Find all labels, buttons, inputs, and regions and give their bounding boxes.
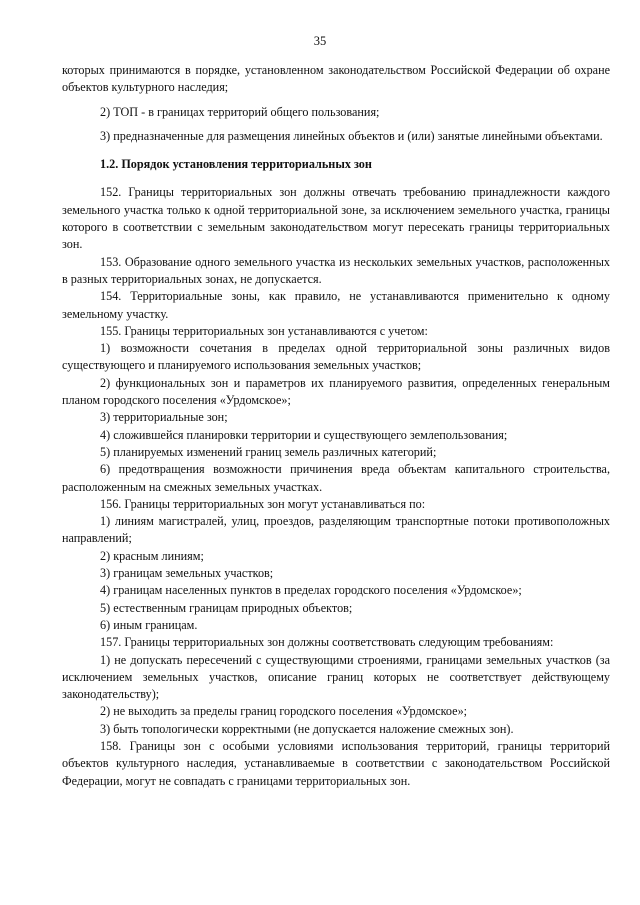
paragraph-154: 154. Территориальные зоны, как правило, не устанавливаются применительно к одному земельному участку. bbox=[62, 289, 610, 321]
list-item-156-4: 4) границам населенных пунктов в пределах городского поселения «Урдомское»; bbox=[100, 583, 522, 598]
paragraph-155: 155. Границы территориальных зон устанавливаются с учетом: bbox=[100, 323, 428, 338]
list-item-157-2: 2) не выходить за пределы границ городского поселения «Урдомское»; bbox=[100, 704, 468, 719]
list-item-155-6: 6) предотвращения возможности причинения вреда объектам капитального строительства, расположенным на смежных земельных участках. bbox=[62, 462, 610, 494]
list-item-155-4: 4) сложившейся планировки территории и существующего землепользования; bbox=[100, 427, 508, 442]
paragraph-152: 152. Границы территориальных зон должны отвечать требованию принадлежности каждого земельного участка только к одной территориальной зоне, за исключением земельного участка, границы которого в соответствии с земельным законодательством могут пересекать границы территориальных зон. bbox=[62, 185, 610, 252]
paragraph-158: 158. Границы зон с особыми условиями использования территорий, границы территорий объектов культурного наследия, устанавливаемые в соответствии с законодательством Российской Федерации, могут не совпадать с границами территориальных зон. bbox=[62, 738, 610, 788]
list-item-155-1: 1) возможности сочетания в пределах одной территориальной зоны различных видов существующего и планируемого использования земельных участков; bbox=[62, 341, 610, 373]
list-item-155-3: 3) территориальные зон; bbox=[100, 410, 228, 425]
paragraph-156: 156. Границы территориальных зон могут устанавливаться по: bbox=[100, 496, 426, 511]
intro-list-item-3: 3) предназначенные для размещения линейных объектов и (или) занятые линейными объектами. bbox=[100, 128, 603, 143]
list-item-157-3: 3) быть топологически корректными (не допускается наложение смежных зон). bbox=[100, 721, 514, 736]
list-item-155-5: 5) планируемых изменений границ земель различных категорий; bbox=[100, 444, 437, 459]
paragraph-157: 157. Границы территориальных зон должны соответствовать следующим требованиям: bbox=[100, 635, 554, 650]
intro-paragraph-continuation: которых принимаются в порядке, установленном законодательством Российской Федерации об охране объектов культурного наследия; bbox=[62, 63, 610, 95]
list-item-156-5: 5) естественным границам природных объектов; bbox=[100, 600, 353, 615]
page-number: 35 bbox=[313, 34, 327, 48]
section-heading: 1.2. Порядок установления территориальных зон bbox=[100, 157, 372, 172]
list-item-156-1: 1) линиям магистралей, улиц, проездов, разделяющим транспортные потоки противоположных направлений; bbox=[62, 514, 610, 546]
intro-list-item-2: 2) ТОП - в границах территорий общего пользования; bbox=[100, 104, 380, 119]
page-content bbox=[62, 62, 610, 790]
list-item-156-2: 2) красным линиям; bbox=[100, 548, 204, 563]
list-item-157-1: 1) не допускать пересечений с существующими строениями, границами земельных участков (за исключением земельных участков, описание границ которых не соответствует действующему законодательству); bbox=[62, 652, 610, 702]
list-item-156-6: 6) иным границам. bbox=[100, 617, 198, 632]
paragraph-153: 153. Образование одного земельного участка из нескольких земельных участков, расположенных в разных территориальных зонах, не допускается. bbox=[62, 254, 610, 286]
list-item-156-3: 3) границам земельных участков; bbox=[100, 566, 274, 581]
list-item-155-2: 2) функциональных зон и параметров их планируемого развития, определенных генеральным планом городского поселения «Урдомское»; bbox=[62, 375, 610, 408]
